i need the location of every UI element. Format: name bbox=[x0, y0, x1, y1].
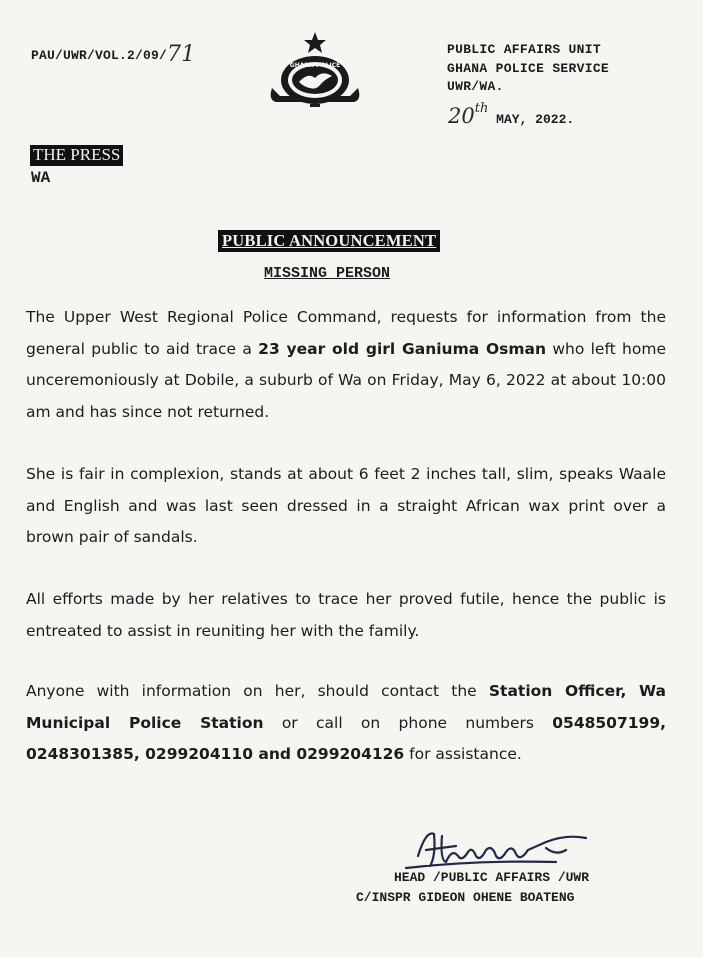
p4-text-e: for assistance. bbox=[404, 745, 522, 763]
body-paragraph-1 bbox=[26, 302, 666, 428]
address-line-service: GHANA POLICE SERVICE bbox=[447, 60, 610, 76]
p1-text-c: who left home unceremoniously at Dobile, a suburb of Wa on Friday, May 6, 2022 at about 10:00 am and has since not returned. bbox=[26, 339, 666, 421]
p1-missing-person: 23 year old girl Ganiuma Osman bbox=[258, 339, 547, 358]
reference-number bbox=[31, 40, 195, 65]
recipient-line-1: THE PRESS bbox=[30, 145, 123, 166]
reference-handwritten-number: 71 bbox=[167, 42, 196, 67]
document-date bbox=[448, 101, 575, 128]
ghana-police-crest-icon bbox=[266, 30, 364, 114]
signatory-title: HEAD /PUBLIC AFFAIRS /UWR bbox=[394, 870, 590, 885]
p1-text-a: The Upper West Regional Police Command, requests for information from the general public to aid trace a bbox=[26, 308, 666, 358]
reference-prefix: PAU/UWR/VOL.2/09/ bbox=[31, 48, 168, 63]
recipient-line-2: WA bbox=[31, 169, 51, 187]
body-paragraph-3: All efforts made by her relatives to trace her proved futile, hence the public is entreated to assist in reuniting her with the family. bbox=[26, 590, 666, 640]
date-day-suffix: th bbox=[474, 101, 489, 116]
body-paragraph-4 bbox=[26, 676, 666, 771]
signatory-name: C/INSPR GIDEON OHENE BOATENG bbox=[356, 890, 575, 905]
handwritten-signature bbox=[396, 826, 596, 874]
p4-phone-numbers: 0548507199, 0248301385, 0299204110 and 0299204126 bbox=[26, 713, 666, 763]
sender-address bbox=[447, 41, 609, 97]
announcement-subtitle: MISSING PERSON bbox=[264, 265, 391, 282]
p4-text-c: or call on phone numbers bbox=[263, 713, 553, 732]
crest-lettering: GHANA POLICE bbox=[289, 62, 341, 69]
body-paragraph-2: She is fair in complexion, stands at about 6 feet 2 inches tall, slim, speaks Waale and English and was last seen dressed in a straight African wax print over a brown pair of sandals. bbox=[26, 465, 666, 546]
date-month-year: MAY, 2022. bbox=[496, 112, 575, 127]
date-day-handwritten: 20 bbox=[448, 104, 475, 128]
address-line-location: UWR/WA. bbox=[447, 79, 504, 94]
p4-station: Station Officer, Wa Municipal Police Station bbox=[26, 682, 667, 732]
announcement-title: PUBLIC ANNOUNCEMENT bbox=[218, 230, 440, 252]
address-line-unit: PUBLIC AFFAIRS UNIT bbox=[447, 42, 601, 57]
signatory-block bbox=[356, 868, 589, 908]
p4-text-a: Anyone with information on her, should contact the bbox=[26, 682, 489, 700]
